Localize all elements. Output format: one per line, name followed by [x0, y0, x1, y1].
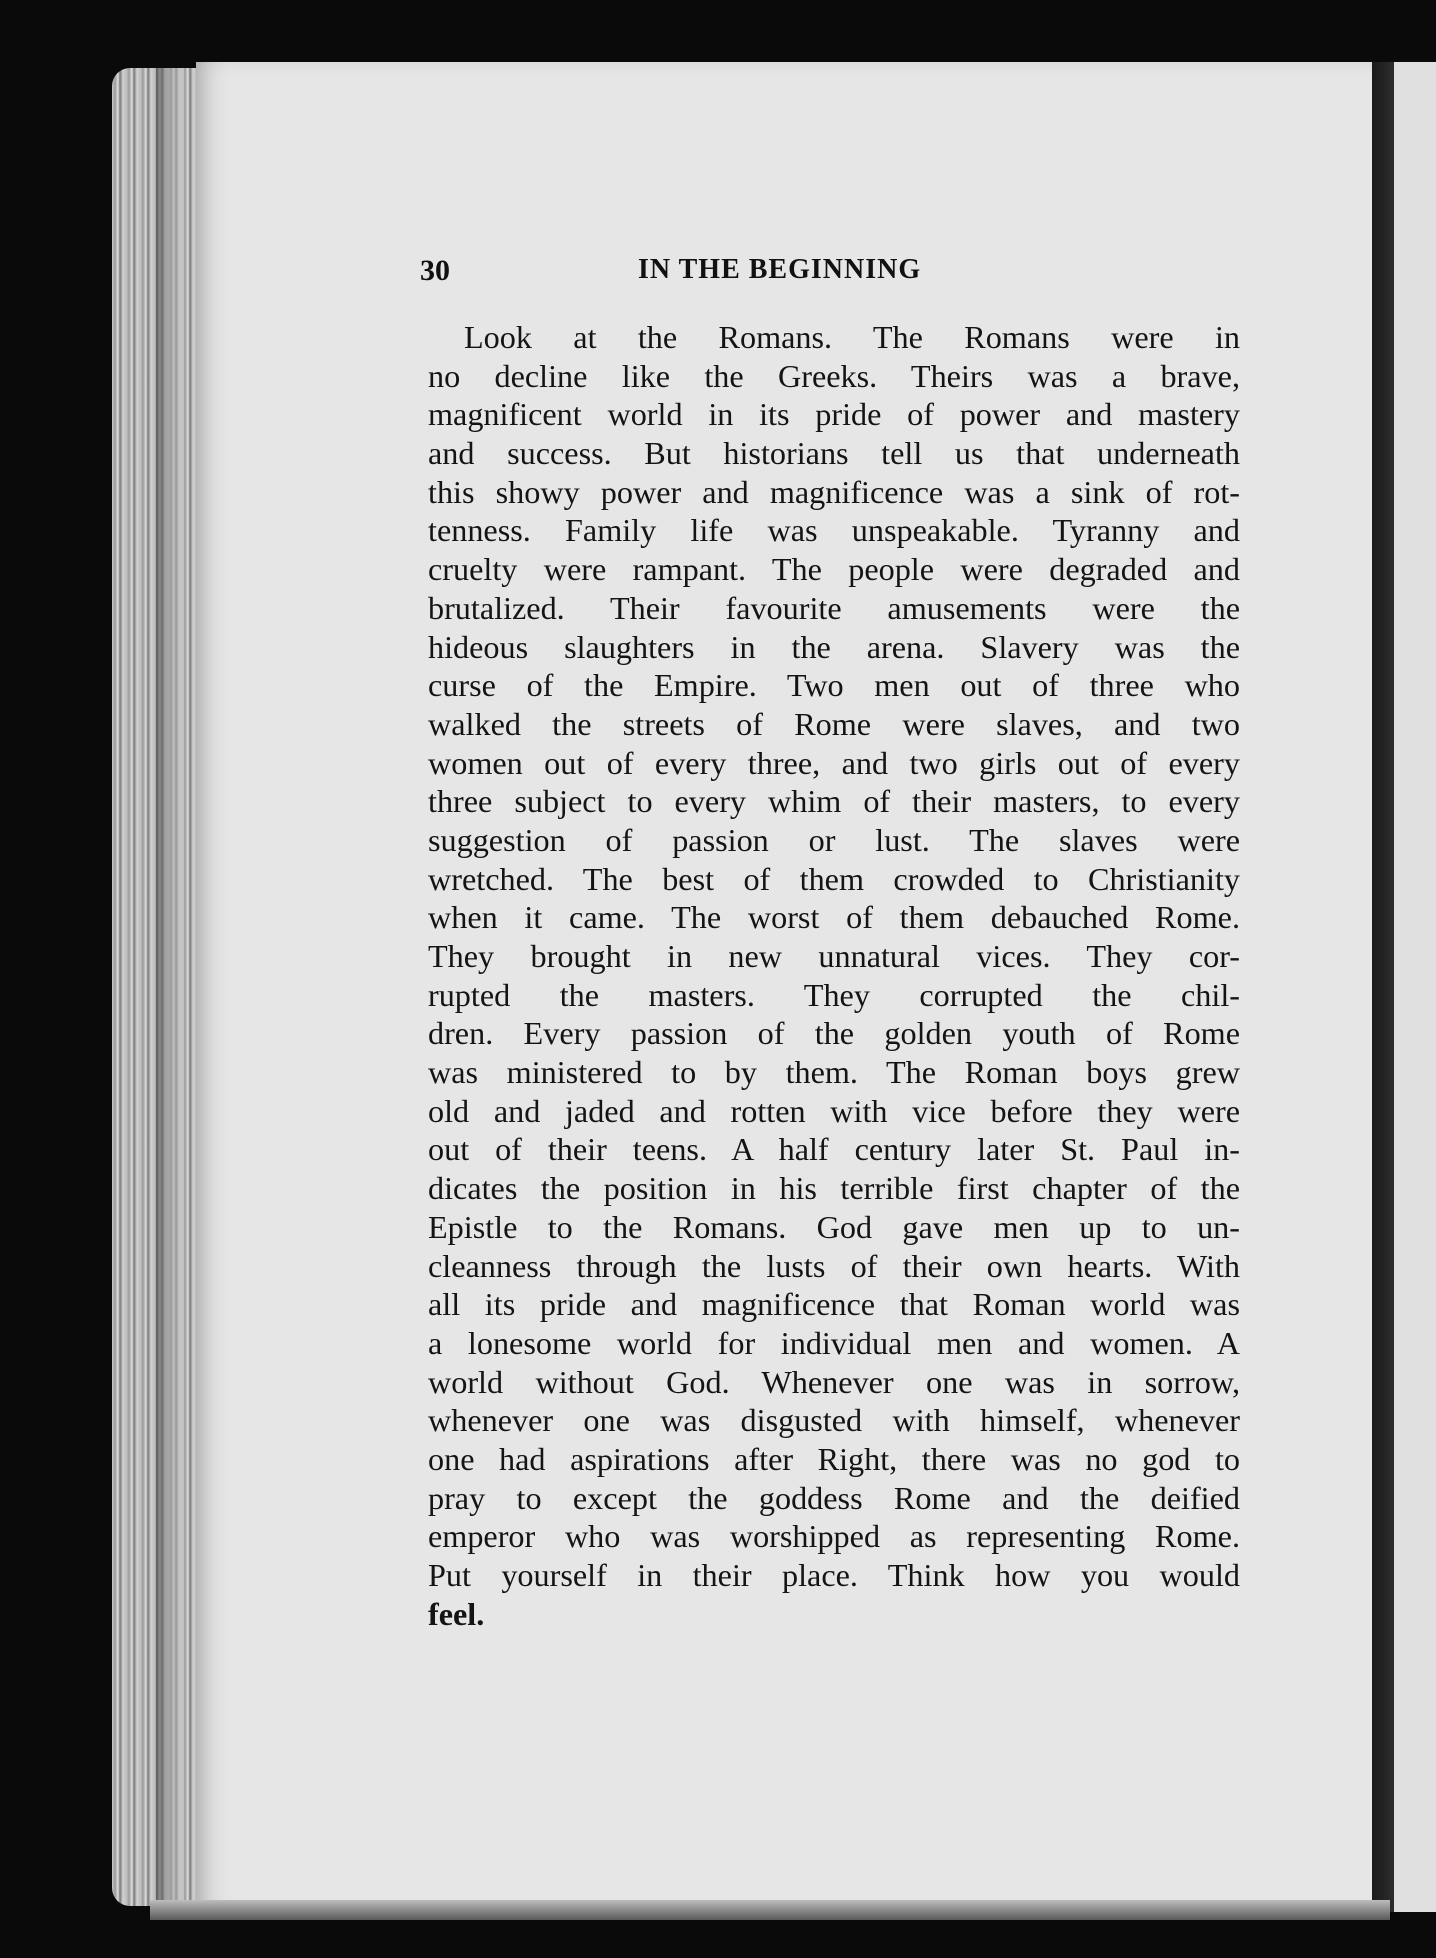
text-line: three subject to every whim of their masters, to every — [428, 783, 1240, 820]
text-line: emperor who was worshipped as representing Rome. — [428, 1518, 1240, 1555]
text-line: magnificent world in its pride of power and mastery — [428, 396, 1240, 433]
text-line: when it came. The worst of them debauched Rome. — [428, 899, 1240, 936]
text-line: this showy power and magnificence was a sink of rot- — [428, 473, 1240, 510]
text-line: pray to except the goddess Rome and the deified — [428, 1479, 1240, 1516]
text-line: cleanness through the lusts of their own hearts. With — [428, 1247, 1240, 1284]
text-line: old and jaded and rotten with vice before they were — [428, 1092, 1240, 1129]
text-line: feel. — [428, 1595, 485, 1632]
text-line: Put yourself in their place. Think how you would — [428, 1557, 1240, 1593]
text-line: Epistle to the Romans. God gave men up to un- — [428, 1208, 1240, 1245]
facing-page-edge — [1394, 62, 1436, 1912]
page-bottom-edge — [150, 1900, 1390, 1920]
text-line: rupted the masters. They corrupted the chil- — [428, 976, 1240, 1013]
text-line: all its pride and magnificence that Roman world was — [428, 1286, 1240, 1323]
body-paragraph — [428, 318, 1240, 1633]
text-line: walked the streets of Rome were slaves, and two — [428, 705, 1240, 742]
text-line: Look at the Romans. The Romans were in — [464, 319, 1240, 355]
text-line: wretched. The best of them crowded to Christianity — [428, 860, 1240, 897]
text-line: was ministered to by them. The Roman boys grew — [428, 1054, 1240, 1091]
text-line: dicates the position in his terrible first chapter of the — [428, 1170, 1240, 1207]
text-line: women out of every three, and two girls out of every — [428, 744, 1240, 781]
running-head: IN THE BEGINNING — [638, 254, 922, 285]
text-line: hideous slaughters in the arena. Slavery was the — [428, 628, 1240, 665]
text-line: a lonesome world for individual men and women. A — [428, 1324, 1240, 1361]
text-line: dren. Every passion of the golden youth of Rome — [428, 1015, 1240, 1052]
binding-gutter — [1372, 62, 1394, 1912]
text-line: brutalized. Their favourite amusements were the — [428, 589, 1240, 626]
text-line: out of their teens. A half century later St. Paul in- — [428, 1131, 1240, 1168]
text-line: and success. But historians tell us that underneath — [428, 435, 1240, 472]
text-line: They brought in new unnatural vices. They cor- — [428, 938, 1240, 974]
page-header — [420, 254, 1260, 294]
text-line: tenness. Family life was unspeakable. Tyranny and — [428, 512, 1240, 549]
text-line: no decline like the Greeks. Theirs was a brave, — [428, 357, 1240, 394]
text-line: cruelty were rampant. The people were degraded and — [428, 551, 1240, 588]
text-line: one had aspirations after Right, there was no god to — [428, 1440, 1240, 1477]
text-line: suggestion of passion or lust. The slaves were — [428, 821, 1240, 858]
page-number: 30 — [420, 254, 450, 287]
text-line: whenever one was disgusted with himself, whenever — [428, 1402, 1240, 1439]
text-line: world without God. Whenever one was in sorrow, — [428, 1363, 1240, 1400]
text-line: curse of the Empire. Two men out of three who — [428, 667, 1240, 704]
